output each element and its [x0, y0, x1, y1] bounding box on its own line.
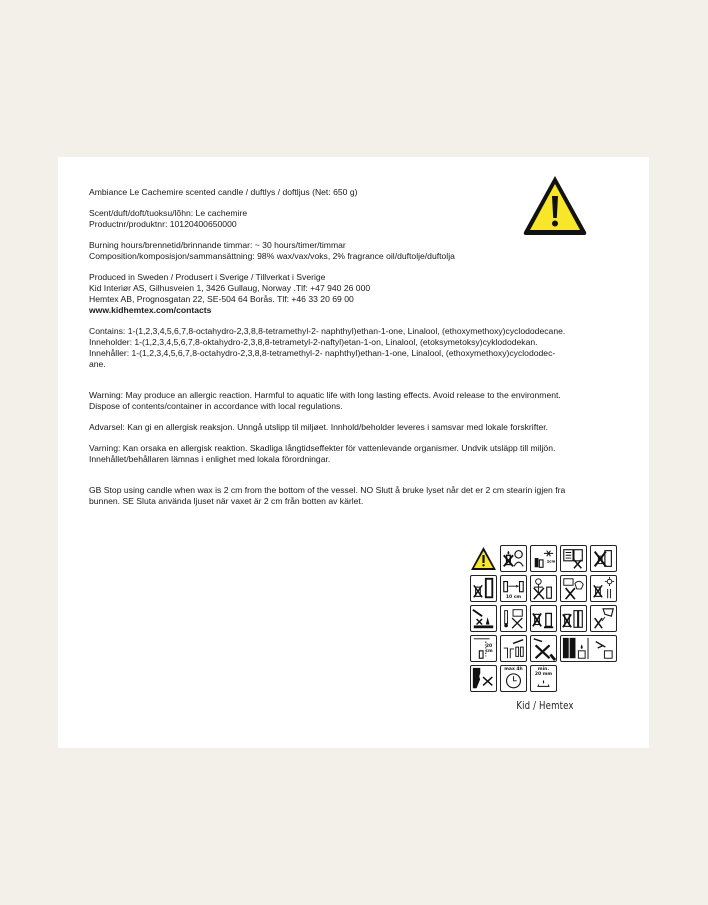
specs-block: [89, 240, 624, 262]
warning-en: Warning: May produce an allergic reaction. Harmful to aquatic life with long lasting effects. Avoid release to the environment.: [89, 390, 561, 400]
extinguish-with-snuffer-icon: [500, 635, 527, 662]
warning-en-block: [89, 390, 624, 412]
stop-height-label: 20 cm: [485, 644, 493, 654]
website-link[interactable]: www.kidhemtex.com/contacts: [89, 305, 212, 315]
keep-away-from-flammables-icon: [560, 545, 587, 572]
do-not-burn-too-close-icon: [560, 605, 587, 632]
composition-line: Composition/komposisjon/sammansättning: 98% wax/vax/voks, 2% fragrance oil/duftolje/duftolja: [89, 251, 455, 261]
contains-se: Innehåller: 1-(1,2,3,4,5,6,7,8-octahydro-2,3,8,8-tetramethyl-2- naphthyl)ethan-1-one, Linalool, (ethoxymethoxy)cyclododec-: [89, 348, 556, 358]
stop-using-cont: bunnen. SE Sluta använda ljuset när vaxet är 2 cm från botten av kärlet.: [89, 496, 364, 506]
pictogram-grid: [470, 545, 620, 692]
warning-no: Advarsel: Kan gi en allergisk reaksjon. Unngå utslipp til miljøet. Innhold/beholder leveres i samsvar med lokale forskrifter.: [89, 422, 549, 432]
keep-away-from-children-icon: [530, 575, 557, 602]
contains-se-cont: ane.: [89, 359, 106, 369]
warning-en-cont: Dispose of contents/container in accordance with local regulations.: [89, 401, 343, 411]
stop-using-line: GB Stop using candle when wax is 2 cm from the bottom of the vessel. NO Slutt å bruke lyset når det er 2 cm stearin igjen fra: [89, 485, 566, 495]
avoid-direct-sunlight-icon: [590, 575, 617, 602]
max-time-label: max 4h: [504, 667, 523, 672]
max-burn-time-icon: [500, 665, 527, 692]
producer-block: [89, 272, 624, 316]
min-melt-label-2: 20 mm: [534, 672, 553, 677]
address-kid: Kid Interiør AS, Gilhusveien 1, 3426 Gullaug, Norway .Tlf: +47 940 26 000: [89, 283, 371, 293]
place-on-heat-resistant-surface-icon: [470, 605, 497, 632]
warning-se-cont: Innehållet/behållaren lämnas i enlighet med lokala förordningar.: [89, 454, 331, 464]
stop-using-block: [89, 485, 624, 507]
product-title: Ambiance Le Cachemire scented candle / duftlys / doftljus (Net: 650 g): [89, 187, 358, 197]
safety-pictograms: [470, 545, 620, 712]
label-card: [58, 157, 649, 748]
product-number-line: Productnr/produktnr: 10120400650000: [89, 219, 237, 229]
svg-text:1cm: 1cm: [546, 559, 556, 564]
warning-se: Varning: Kan orsaka en allergisk reaktion. Skadliga långtidseffekter för vattenlevande organismer. Undvik utsläpp till miljön.: [89, 443, 556, 453]
no-unattended-candle-icon: [500, 545, 527, 572]
warning-no-block: [89, 422, 624, 433]
ingredients-block: [89, 326, 624, 370]
warning-se-block: [89, 443, 624, 465]
do-not-blow-out-icon: [470, 665, 497, 692]
scent-line: Scent/duft/doft/tuoksu/lõhn: Le cachemire: [89, 208, 248, 218]
avoid-heat-source-icon: [500, 605, 527, 632]
contains-en: Contains: 1-(1,2,3,4,5,6,7,8-octahydro-2,3,8,8-tetramethyl-2- naphthyl)ethan-1-one, Linalool, (ethoxymethoxy)cyclododecane.: [89, 326, 566, 336]
min-melt-label-1: min.: [537, 667, 550, 672]
keep-away-from-pets-icon: [560, 575, 587, 602]
trim-wick-icon: [530, 545, 557, 572]
distance-between-candles-icon: [500, 575, 527, 602]
caution-triangle-icon: [470, 545, 497, 572]
produced-in-line: Produced in Sweden / Produsert i Sverige / Tillverkat i Sverige: [89, 272, 326, 282]
ventilate-room-icon: [560, 635, 617, 662]
contains-no: Inneholder: 1-(1,2,3,4,5,6,7,8-oktahydro-2,3,8,8-tetrametyl-2-naftyl)etan-1-on, Linalool, (etoksymetoksy)cyklododekan.: [89, 337, 538, 347]
distance-label: 10 cm: [505, 595, 522, 600]
min-melt-pool-icon: [530, 665, 557, 692]
warning-triangle-icon: [520, 172, 590, 238]
stop-at-2cm-icon: [470, 635, 497, 662]
keep-away-from-draft-icon: [470, 575, 497, 602]
brand-logo: Kid / Hemtex: [516, 699, 574, 712]
do-not-extinguish-with-water-icon: [590, 605, 617, 632]
no-moving-lit-candle-icon: [530, 605, 557, 632]
no-candle-near-curtains-icon: [590, 545, 617, 572]
burning-hours-line: Burning hours/brennetid/brinnande timmar: ~ 30 hours/timer/timmar: [89, 240, 346, 250]
address-hemtex: Hemtex AB, Prognosgatan 22, SE-504 64 Borås. Tlf: +46 33 20 69 00: [89, 294, 354, 304]
do-not-touch-hot-icon: [530, 635, 557, 662]
